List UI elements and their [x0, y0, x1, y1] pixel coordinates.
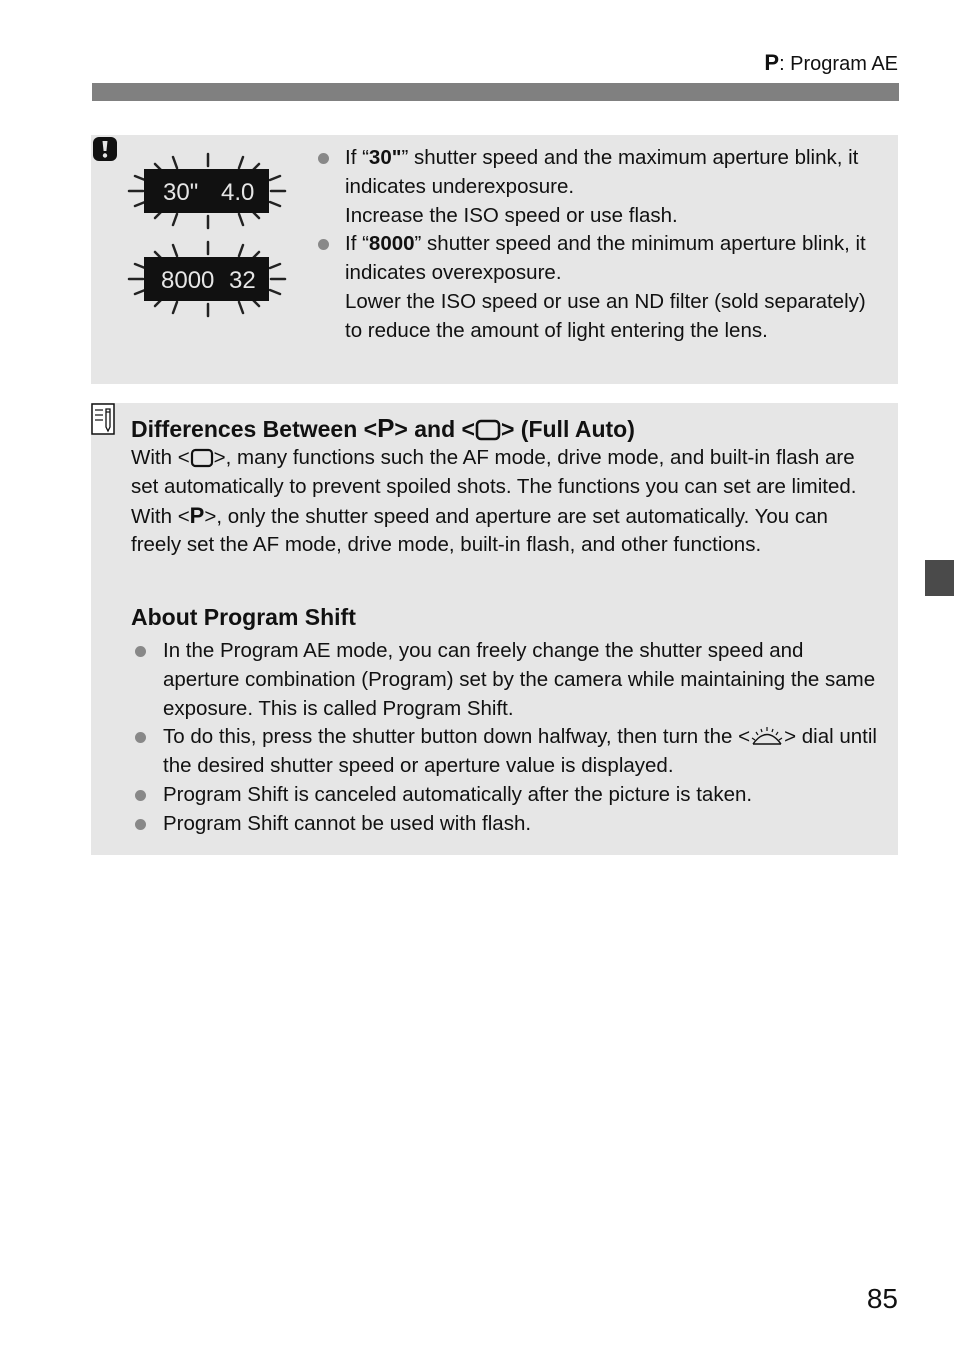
lcd-underexposure-display — [125, 150, 290, 237]
caution-item-underexposure: If “30"” shutter speed and the maximum aperture blink, it indicates underexposure. Increase the ISO speed or use flash. — [318, 144, 883, 230]
list-item: In the Program AE mode, you can freely change the shutter speed and aperture combination (Program) set by the camera while maintaining the same exposure. This is called Program Shift. — [135, 637, 880, 723]
note-paragraph: With < >, many functions such the AF mode, drive mode, and built-in flash are set automatically to prevent spoiled shots. The functions you can set are limited. With <P>, only the shutter speed and aperture are set automatically. You can freely set the AF mode, drive mode, built-in flash, and other functions. — [131, 446, 857, 557]
program-mode-symbol: P — [189, 502, 205, 528]
full-auto-mode-icon — [475, 419, 501, 441]
program-mode-symbol: P — [764, 50, 780, 75]
bullet-dot — [135, 646, 146, 657]
caution-icon — [91, 135, 119, 163]
lcd-aperture-value: 32 — [229, 267, 256, 294]
list-item: Program Shift cannot be used with flash. — [135, 810, 880, 839]
note-heading: Differences Between <P> and < > (Full Auto) — [131, 413, 635, 443]
caution-list — [318, 144, 883, 346]
memo-icon — [91, 403, 117, 435]
list-item: Program Shift is canceled automatically after the picture is taken. — [135, 781, 880, 810]
bullet-dot — [135, 732, 146, 743]
chapter-tab — [925, 560, 954, 596]
caution-item-overexposure: If “8000” shutter speed and the minimum aperture blink, it indicates overexposure. Lower the ISO speed or use an ND filter (sold separately) to reduce the amount of light entering the lens. — [318, 230, 883, 345]
lcd-overexposure-display — [125, 238, 290, 325]
bullet-dot — [318, 153, 329, 164]
full-auto-mode-icon — [190, 448, 214, 468]
bullet-dot — [135, 819, 146, 830]
lcd-shutter-value: 8000 — [161, 267, 215, 294]
main-dial-icon — [750, 725, 784, 747]
lcd-aperture-value: 4.0 — [221, 179, 255, 206]
bullet-dot — [135, 790, 146, 801]
program-mode-symbol: P — [377, 413, 395, 443]
bullet-dot — [318, 239, 329, 250]
program-shift-heading: About Program Shift — [131, 604, 356, 630]
lcd-shutter-value: 30" — [163, 179, 199, 206]
page-header-title: : Program AE — [779, 53, 898, 75]
program-shift-list — [135, 637, 880, 839]
page-number: 85 — [866, 1283, 898, 1314]
list-item: To do this, press the shutter button down halfway, then turn the < > dial until the desired shutter speed or aperture value is displayed. — [135, 723, 880, 781]
page-header — [764, 50, 898, 76]
note-box — [91, 403, 898, 855]
header-rule — [92, 83, 899, 101]
